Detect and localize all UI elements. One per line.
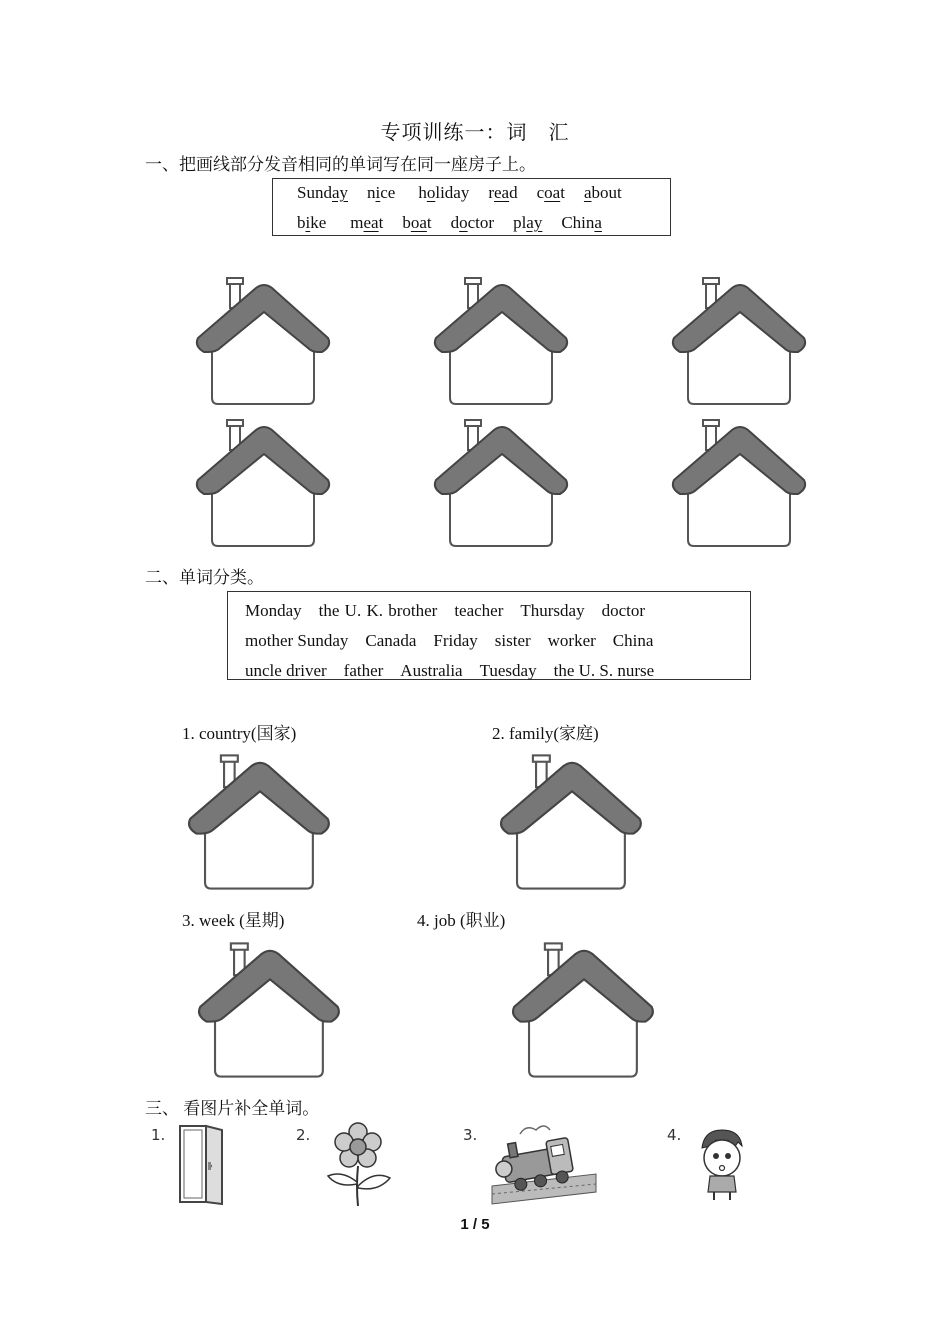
house-icon — [186, 752, 334, 892]
house-icon — [670, 418, 810, 548]
house-icon — [510, 938, 658, 1082]
word-row-3: uncle driver father Australia Tuesday the U. S. nurse — [245, 661, 655, 680]
door-icon — [176, 1122, 228, 1206]
house-icon — [196, 938, 344, 1082]
underlined-word: meat — [350, 213, 384, 232]
underlined-word: read — [488, 183, 518, 202]
category-family: 2. family(家庭) — [492, 724, 599, 743]
item-number: 4. — [667, 1126, 682, 1144]
house-icon — [498, 752, 646, 892]
underlined-word: about — [583, 183, 622, 202]
page-indicator: 1 / 5 — [460, 1216, 490, 1233]
underlined-word: doctor — [450, 213, 495, 232]
underlined-word: boat — [402, 213, 432, 232]
house-icon — [432, 418, 572, 548]
train-icon — [490, 1122, 598, 1206]
underlined-word: coat — [536, 183, 565, 202]
item-number: 2. — [296, 1126, 311, 1144]
category-job: 4. job (职业) — [417, 911, 506, 930]
house-icon — [432, 276, 572, 406]
item-number: 1. — [151, 1126, 166, 1144]
underlined-word: play — [513, 213, 543, 232]
word-row-2 — [297, 213, 602, 233]
category-week: 3. week (星期) — [182, 911, 285, 930]
word-row-2: mother Sunday Canada Friday sister worker China — [245, 631, 654, 650]
item-number: 3. — [463, 1126, 478, 1144]
section1-heading: 一、把画线部分发音相同的单词写在同一座房子上。 — [145, 155, 536, 174]
house-icon — [670, 276, 810, 406]
section3-heading: 三、 看图片补全单词。 — [145, 1099, 320, 1118]
word-box-1 — [272, 178, 671, 236]
category-country: 1. country(国家) — [182, 724, 297, 743]
page-title: 专项训练一：词 汇 — [380, 122, 570, 144]
word-box-2 — [227, 591, 751, 680]
underlined-word: China — [561, 213, 602, 232]
underlined-word: nice — [367, 183, 396, 202]
flower-icon — [322, 1122, 394, 1208]
house-icon — [194, 276, 334, 406]
underlined-word: holiday — [418, 183, 470, 202]
house-icon — [194, 418, 334, 548]
boy-icon — [694, 1126, 750, 1202]
word-row-1: Monday the U. K. brother teacher Thursday doctor — [245, 601, 646, 620]
section2-heading: 二、单词分类。 — [145, 568, 264, 587]
word-row-1 — [297, 183, 622, 203]
underlined-word: bike — [297, 213, 327, 232]
underlined-word: Sunday — [297, 183, 349, 202]
